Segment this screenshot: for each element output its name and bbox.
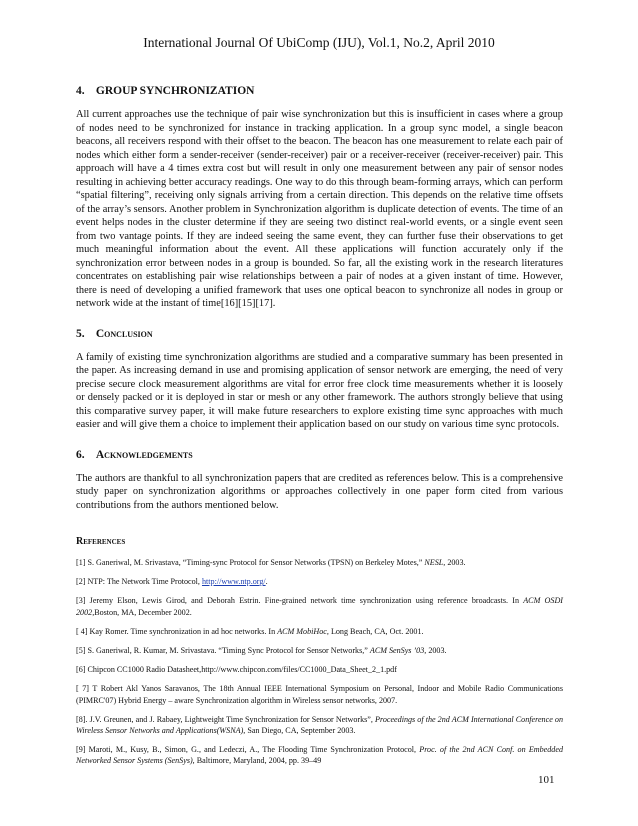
section-number: 6. — [76, 448, 85, 461]
reference-item — [76, 595, 563, 617]
reference-text: , San Diego, CA, September 2003. — [243, 726, 356, 736]
reference-item — [76, 645, 563, 656]
section-heading-acknowledgements — [76, 448, 563, 462]
reference-item — [76, 714, 563, 736]
reference-text: , Long Beach, CA, Oct. 2001. — [326, 626, 424, 636]
section-paragraph: All current approaches use the technique of pair wise synchronization but this is insufficient in cases where a group of nodes need to be synchronized for instance in tracking application. In a group sync model, a single beacon beacons, all receivers respond with their offset to the beacon. The beacon has one measurement to relate each pair of nodes which either form a sender-receiver (sender-receiver) pair or a receiver-receiver (receiver-receiver) pair. This approach will have a 4 times extra cost but will result in only one measurement between any pair of sensor nodes resulting in achieving better accuracy readings. One way to do this through beam-forming arrays, which can perform “spatial filtering”, receiving only signals arriving from a certain direction. This depends on the relative time offsets of the array’s sensors. Another problem in Synchronization algorithm is duplicate detection of events. The time of an event helps nodes in the cluster determine if they are seeing two distinct real-world events, or a single event seen from two vantage points. If they are indeed seeing the same event, they can further fuse their observations to get much meaningful information about the event. All these applications will function accurately only if the synchronization error between nodes in a group is bounded. So far, all the existing work in the research literatures concentrates on establishing pair wise relationships between a pair of nodes at a given instant of time. However, there is need of developing a unified framework that uses one optical beacon to synchronize all nodes in group or network wide at the instant of time[16][15][17]. — [76, 109, 563, 309]
reference-item — [76, 664, 563, 675]
reference-text: [2] NTP: The Network Time Protocol, — [76, 577, 202, 587]
reference-item — [76, 744, 563, 766]
section-paragraph: The authors are thankful to all synchronization papers that are credited as references below. This is a comprehensive study paper on synchronization algorithms or approaches collectively in one paper form cited from various contributions from the authors mentioned below. — [76, 472, 563, 511]
section-heading-conclusion — [76, 327, 563, 341]
reference-text: [3] Jeremy Elson, Lewis Girod, and Deborah Estrin. Fine-grained network time synchronization using reference broadcasts. In — [76, 596, 524, 606]
section-number: 5. — [76, 327, 85, 340]
reference-text: [ 7] T Robert Akl Yanos Saravanos, The 18th Annual IEEE International Symposium on Personal, Indoor and Mobile Radio Communications (PIMRC'07) Hybrid Energy – aware Synchronization algorithm in Wireless sensor networks, 2007. — [76, 684, 563, 705]
reference-venue: Proceedings of the 2nd ACM International Conference on Wireless Sensor Networks and Applications(WSNA) — [76, 714, 563, 736]
running-header: International Journal Of UbiComp (IJU), Vol.1, No.2, April 2010 — [143, 35, 495, 50]
section-title: GROUP SYNCHRONIZATION — [95, 85, 255, 97]
reference-text: [9] Maroti, M., Kusy, B., Simon, G., and Ledeczi, A., The Flooding Time Synchronization Protocol, — [76, 745, 420, 755]
reference-text: , Baltimore, Maryland, 2004, pp. 39–49 — [192, 756, 322, 766]
section-number: 4. — [76, 85, 85, 97]
reference-text: [8]. J.V. Greunen, and J. Rabaey, Lightweight Time Synchronization for Sensor Networks”, — [76, 714, 376, 724]
reference-text: ,Boston, MA, December 2002. — [92, 607, 192, 617]
reference-text: [1] S. Ganeriwal, M. Srivastava, “Timing-sync Protocol for Sensor Networks (TPSN) on Berkeley Motes,” — [76, 558, 425, 567]
section-title: Conclusion — [95, 327, 153, 340]
reference-text: . — [265, 577, 268, 587]
reference-text: [5] S. Ganeriwal, R. Kumar, M. Srivastava. “Timing Sync Protocol for Sensor Networks,” — [76, 646, 370, 656]
reference-venue: ACM OSDI 2002 — [76, 596, 563, 617]
reference-venue: ACM SenSys ’03 — [369, 646, 425, 656]
reference-text: , 2003. — [443, 558, 466, 567]
reference-item — [76, 576, 563, 587]
reference-item — [76, 626, 563, 637]
reference-venue: NESL — [424, 558, 444, 567]
reference-text: [ 4] Kay Romer. Time synchronization in ad hoc networks. In — [76, 626, 278, 636]
references-heading: References — [76, 536, 126, 547]
reference-item — [76, 683, 563, 705]
page-content — [76, 84, 563, 775]
reference-item — [76, 557, 563, 568]
section-heading-group-synchronization — [76, 84, 563, 98]
page-number: 101 — [538, 774, 555, 786]
reference-text: , 2003. — [424, 646, 447, 656]
section-title: Acknowledgements — [95, 448, 193, 461]
reference-text: [6] Chipcon CC1000 Radio Datasheet,http://www.chipcon.com/files/CC1000_Data_Sheet_2_1.pdf — [76, 665, 397, 675]
reference-venue: Proc. of the 2nd ACN Conf. on Embedded Networked Sensor Systems (SenSys) — [76, 745, 563, 766]
section-paragraph: A family of existing time synchronization algorithms are studied and a comparative summary has been presented in the paper. As increasing demand in use and promising application of sensor network are emerging, the need of very precise secure clock measurement algorithms are vital for error free clock time measurements whether it is loosely or densely packed or it is deployed in star or mesh or any other framework. The authors strongly believe that using this comparative survey paper, it will make future researchers to explore existing time sync approaches with much easier and will give them a choice to implement their application based on our study on various time sync protocols. — [76, 351, 563, 430]
ntp-link[interactable]: http://www.ntp.org/ — [201, 577, 266, 587]
reference-venue: ACM MobiHoc — [277, 626, 327, 636]
